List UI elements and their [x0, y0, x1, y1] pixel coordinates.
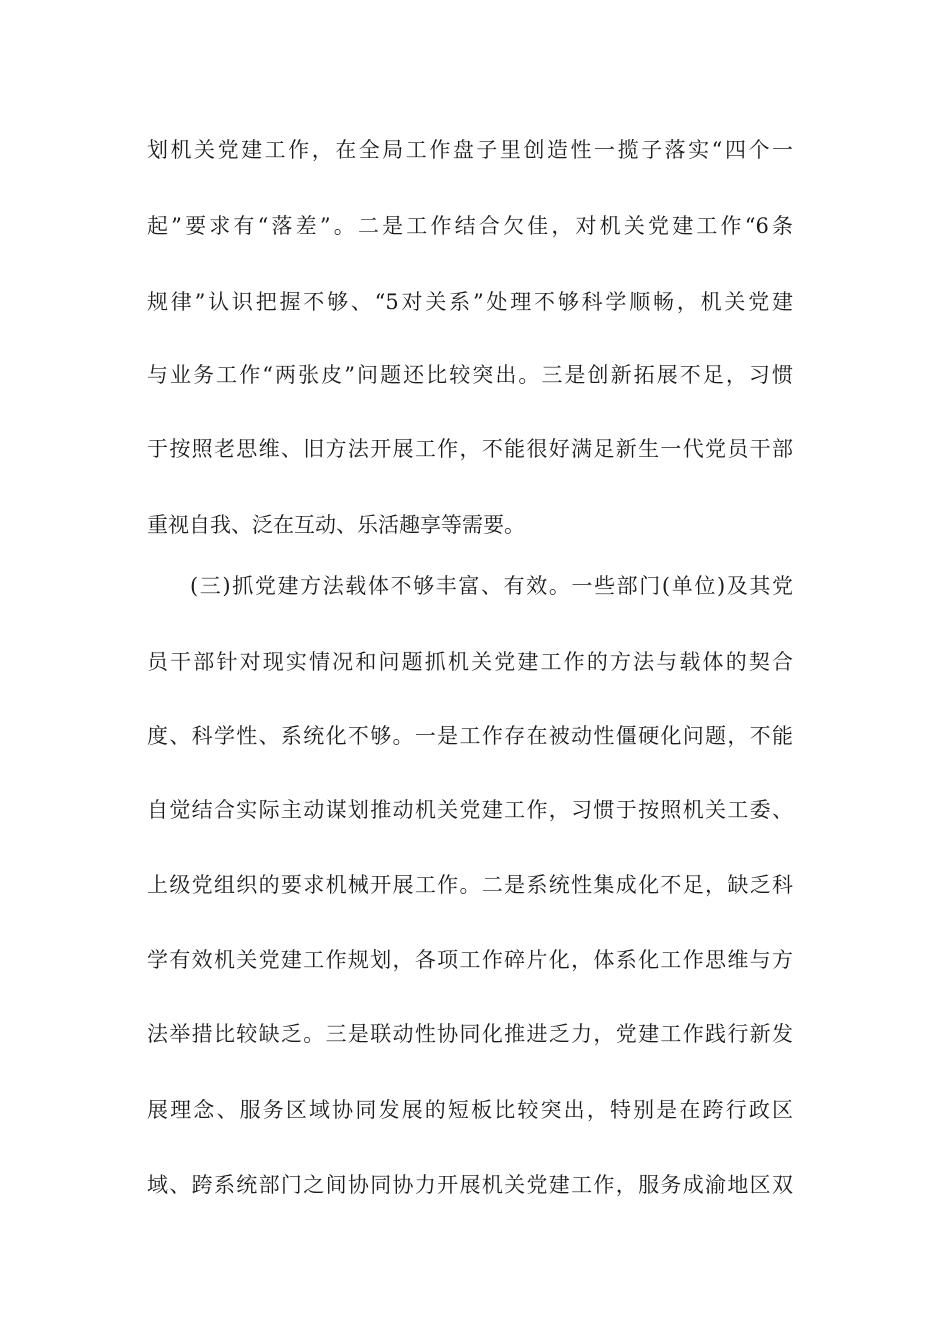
- text-line: 上级党组织的要求机械开展工作。二是系统性集成化不足，缺乏科: [147, 873, 793, 897]
- text-line: 度、科学性、系统化不够。一是工作存在被动性僵硬化问题，不能: [147, 724, 793, 748]
- text-line: 划机关党建工作，在全局工作盘子里创造性一揽子落实“四个一: [147, 138, 793, 162]
- text-line: 与业务工作“两张皮”问题还比较突出。三是创新拓展不足，习惯: [147, 363, 793, 387]
- text-line: 学有效机关党建工作规划，各项工作碎片化，体系化工作思维与方: [147, 948, 793, 972]
- text-line: 于按照老思维、旧方法开展工作，不能很好满足新生一代党员干部: [147, 437, 793, 461]
- text-line: 起”要求有“落差”。二是工作结合欠佳，对机关党建工作“6条: [147, 214, 793, 238]
- text-line: 规律”认识把握不够、“5对关系”处理不够科学顺畅，机关党建: [147, 290, 793, 314]
- section-heading-line: (三)抓党建方法载体不够丰富、有效。一些部门(单位)及其党: [190, 574, 793, 598]
- text-line: 展理念、服务区域协同发展的短板比较突出，特别是在跨行政区: [147, 1098, 793, 1122]
- text-line: 自觉结合实际主动谋划推动机关党建工作，习惯于按照机关工委、: [147, 798, 793, 822]
- text-line: 员干部针对现实情况和问题抓机关党建工作的方法与载体的契合: [147, 650, 793, 674]
- text-line: 法举措比较缺乏。三是联动性协同化推进乏力，党建工作践行新发: [147, 1022, 793, 1046]
- text-line: 域、跨系统部门之间协同协力开展机关党建工作，服务成渝地区双: [147, 1173, 793, 1197]
- paragraph-end-line: 重视自我、泛在互动、乐活趣享等需要。: [147, 513, 525, 537]
